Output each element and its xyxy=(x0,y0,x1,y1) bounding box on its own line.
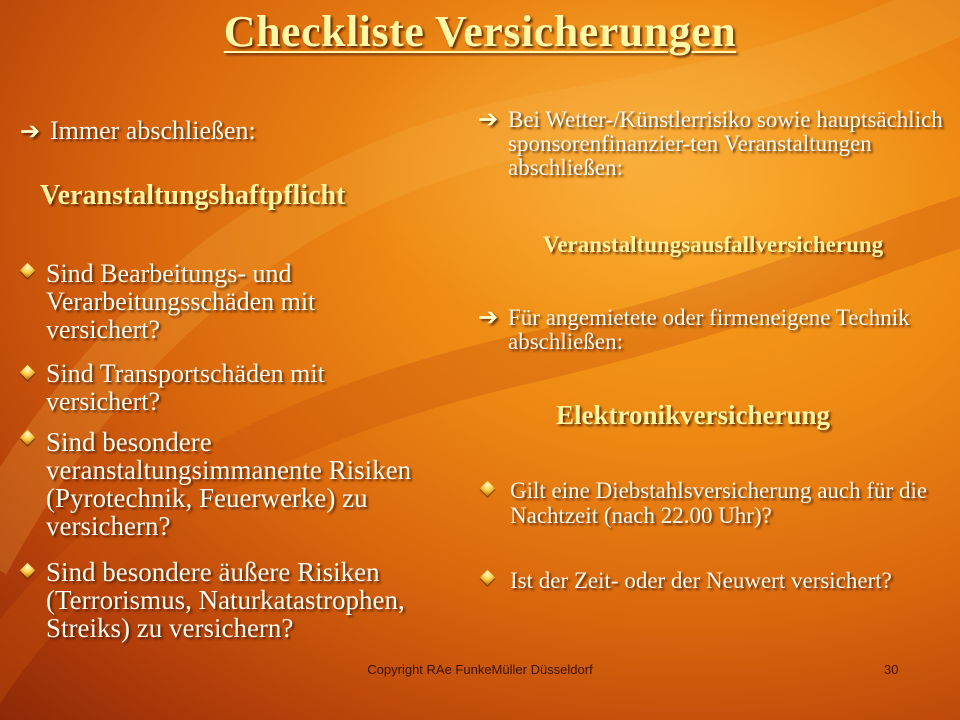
arrow-right-icon: ➔ xyxy=(20,119,41,145)
right-insurance-name-1: Veranstaltungsausfallversicherung xyxy=(542,232,884,257)
left-bullet-4: Sind besondere äußere Risiken (Terrorismus, Naturkatastrophen, Streiks) zu versichern? xyxy=(46,557,405,643)
arrow-right-icon: ➔ xyxy=(478,305,499,331)
right-intro-1-text: Bei Wetter-/Künstlerrisiko sowie hauptsächlich sponsorenfinanzier-ten Veranstaltungen abschließen: xyxy=(508,107,943,180)
left-intro-label: Immer abschließen: xyxy=(50,116,256,145)
right-intro-2-text: Für angemietete oder firmeneigene Technik abschließen: xyxy=(508,305,910,354)
right-insurance-name-2: Elektronikversicherung xyxy=(555,400,830,430)
footer-copyright: Copyright RAe FunkeMüller Düsseldorf xyxy=(367,662,593,677)
right-intro-1 xyxy=(478,108,948,180)
left-intro xyxy=(20,118,256,144)
left-bullet-3: Sind besondere veranstaltungsimmanente Risiken (Pyrotechnik, Feuerwerke) zu versichern? xyxy=(46,427,412,541)
left-insurance-name: Veranstaltungshaftpflicht xyxy=(40,180,346,211)
right-bullet-1: Gilt eine Diebstahlsversicherung auch für die Nachtzeit (nach 22.00 Uhr)? xyxy=(510,478,928,528)
left-bullet-1: Sind Bearbeitungs- und Verarbeitungsschäden mit versichert? xyxy=(46,259,316,344)
left-bullet-2: Sind Transportschäden mit versichert? xyxy=(46,359,325,416)
right-intro-2 xyxy=(478,306,948,354)
right-bullet-2: Ist der Zeit- oder der Neuwert versichert? xyxy=(510,568,892,593)
arrow-right-icon: ➔ xyxy=(478,107,499,133)
slide-title: Checkliste Versicherungen xyxy=(223,7,737,56)
page-number: 30 xyxy=(884,662,899,677)
